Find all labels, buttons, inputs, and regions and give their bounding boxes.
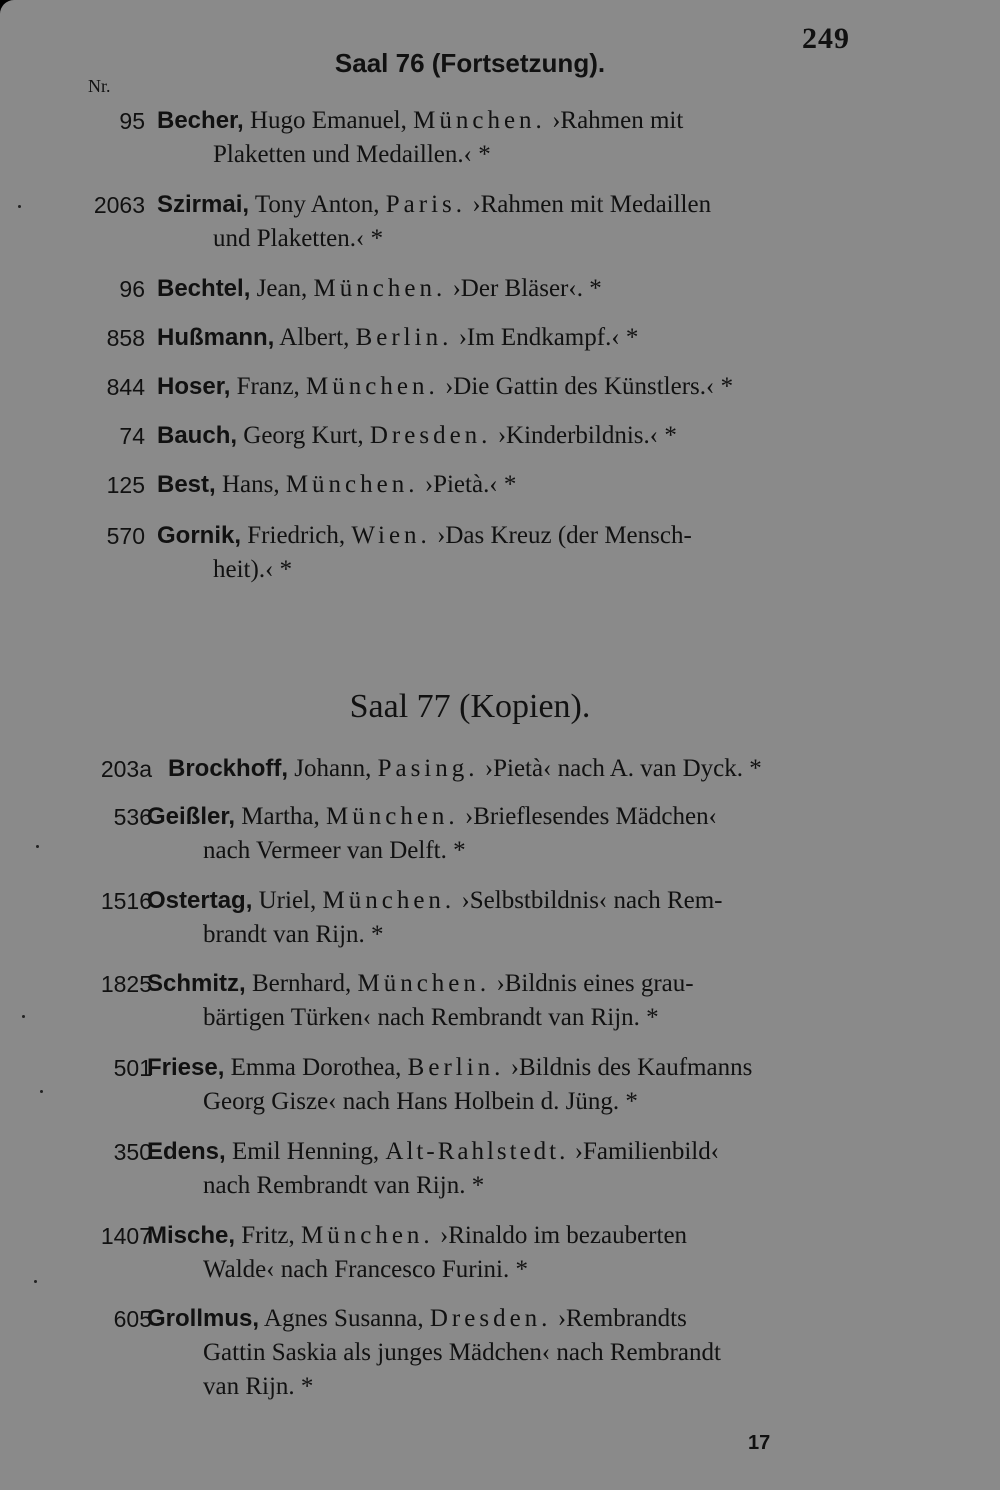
entry-number: 1516 — [100, 888, 152, 914]
entry-number: 350 — [113, 1139, 152, 1165]
scan-speck — [18, 205, 21, 208]
artist-city: München. — [306, 373, 439, 400]
artist-surname: Gornik, — [157, 522, 242, 549]
artist-surname: Szirmai, — [157, 191, 250, 218]
artwork-title: ›Kinderbildnis.‹ * — [497, 422, 677, 449]
artwork-title-continued: bärtigen Türken‹ nach Rembrandt van Rijn. * — [203, 1004, 659, 1031]
artist-given-names: Franz, — [236, 373, 300, 400]
entry-text — [147, 800, 840, 868]
artwork-title-continued: Georg Gisze‹ nach Hans Holbein d. Jüng. * — [203, 1088, 638, 1115]
artist-given-names: Hugo Emanuel, — [249, 107, 407, 134]
artwork-title-continued: van Rijn. * — [203, 1373, 314, 1400]
artwork-title: ›Im Endkampf.‹ * — [458, 324, 639, 351]
artist-city: Dresden. — [369, 422, 492, 449]
artist-given-names: Emil Henning, — [231, 1138, 380, 1165]
section-heading-saal-77: Saal 77 (Kopien). — [349, 688, 591, 725]
entry-number: 536 — [113, 804, 152, 830]
entry-number: 203a — [100, 756, 152, 782]
artist-city: München. — [322, 887, 456, 914]
scan-speck — [34, 1280, 37, 1283]
entry-number: 501 — [113, 1055, 152, 1081]
artwork-title: ›Die Gattin des Künstlers.‹ * — [444, 373, 734, 400]
entry-number: 95 — [119, 108, 145, 134]
entry-text — [147, 1219, 840, 1287]
artwork-title-continued: Walde‹ nach Francesco Furini. * — [203, 1256, 528, 1283]
artist-city: Alt-Rahlstedt. — [385, 1138, 569, 1165]
entry-number: 96 — [119, 276, 145, 302]
artist-city: München. — [301, 1222, 434, 1249]
artwork-title: ›Pietà‹ nach A. van Dyck. * — [484, 755, 762, 782]
artwork-title: ›Bildnis eines grau- — [496, 970, 694, 997]
artist-city: München. — [285, 471, 419, 498]
artwork-title: ›Rembrandts — [557, 1305, 687, 1332]
artist-surname: Mische, — [147, 1222, 236, 1249]
entry-number: 858 — [106, 325, 145, 351]
artist-surname: Brockhoff, — [168, 755, 288, 782]
artist-surname: Best, — [157, 471, 216, 498]
section-heading-saal-76: Saal 76 (Fortsetzung). — [334, 48, 606, 78]
artist-city: München. — [326, 803, 459, 830]
artwork-title: ›Das Kreuz (der Mensch- — [437, 522, 692, 549]
artwork-title: ›Brieflesendes Mädchen‹ — [464, 803, 717, 830]
artist-given-names: Martha, — [241, 803, 320, 830]
entry-number: 570 — [106, 523, 145, 549]
artist-given-names: Hans, — [221, 471, 280, 498]
entry-text — [157, 419, 850, 453]
artist-city: Pasing. — [377, 755, 479, 782]
entry-text — [157, 519, 850, 587]
artist-surname: Bechtel, — [157, 275, 251, 302]
entry-text — [147, 967, 840, 1035]
entry-number: 605 — [113, 1306, 152, 1332]
artwork-title: ›Selbstbildnis‹ nach Rem- — [461, 887, 723, 914]
artwork-title-continued: Gattin Saskia als junges Mädchen‹ nach Rembrandt — [203, 1339, 721, 1366]
artist-surname: Hoser, — [157, 373, 231, 400]
artist-city: München. — [413, 107, 546, 134]
artist-surname: Ostertag, — [147, 887, 253, 914]
artist-surname: Edens, — [147, 1138, 226, 1165]
page-number: 249 — [802, 22, 850, 55]
artist-city: Dresden. — [429, 1305, 552, 1332]
scan-speck — [36, 845, 39, 848]
entry-number: 1407 — [100, 1223, 152, 1249]
artist-city: Paris. — [385, 191, 467, 218]
entry-text — [147, 1302, 840, 1404]
entry-number: 2063 — [93, 192, 145, 218]
artwork-title-continued: nach Vermeer van Delft. * — [203, 837, 466, 864]
entry-text — [157, 370, 850, 404]
artist-given-names: Bernhard, — [251, 970, 352, 997]
entry-text — [157, 272, 850, 306]
entry-number: 1825 — [100, 971, 152, 997]
artwork-title: ›Der Bläser‹. * — [452, 275, 602, 302]
artist-surname: Bauch, — [157, 422, 238, 449]
artist-surname: Grollmus, — [147, 1305, 260, 1332]
artist-given-names: Jean, — [256, 275, 308, 302]
artist-given-names: Johann, — [294, 755, 372, 782]
artist-given-names: Fritz, — [241, 1222, 295, 1249]
artwork-title-continued: brandt van Rijn. * — [203, 921, 384, 948]
artwork-title-continued: und Plaketten.‹ * — [213, 225, 384, 252]
artwork-title-continued: nach Rembrandt van Rijn. * — [203, 1172, 485, 1199]
artist-surname: Becher, — [157, 107, 244, 134]
artist-given-names: Tony Anton, — [254, 191, 380, 218]
artist-city: München. — [313, 275, 447, 302]
entry-number: 74 — [119, 423, 145, 449]
artist-surname: Schmitz, — [147, 970, 246, 997]
entry-text — [147, 884, 840, 952]
artwork-title-continued: Plaketten und Medaillen.‹ * — [213, 141, 491, 168]
artist-surname: Friese, — [147, 1054, 225, 1081]
entry-text — [157, 468, 850, 502]
artist-surname: Hußmann, — [157, 324, 275, 351]
scan-speck — [40, 1090, 43, 1093]
artist-given-names: Georg Kurt, — [243, 422, 364, 449]
artwork-title: ›Rinaldo im bezauberten — [439, 1222, 688, 1249]
artist-city: München. — [357, 970, 491, 997]
artwork-title: ›Rahmen mit — [552, 107, 684, 134]
artist-given-names: Emma Dorothea, — [230, 1054, 402, 1081]
entry-text — [157, 321, 850, 355]
artwork-title-continued: heit).‹ * — [213, 556, 293, 583]
artist-given-names: Friedrich, — [247, 522, 346, 549]
entry-text — [147, 1051, 840, 1119]
entry-text — [168, 752, 848, 786]
artist-surname: Geißler, — [147, 803, 236, 830]
scan-speck — [22, 1015, 25, 1018]
nr-column-label: Nr. — [88, 76, 111, 96]
entry-text — [157, 104, 850, 172]
entry-text — [157, 188, 850, 256]
artwork-title: ›Rahmen mit Medaillen — [472, 191, 712, 218]
entry-number: 844 — [106, 374, 145, 400]
artwork-title: ›Bildnis des Kaufmanns — [510, 1054, 753, 1081]
artwork-title: ›Familienbild‹ — [574, 1138, 720, 1165]
artist-given-names: Albert, — [279, 324, 350, 351]
entry-text — [147, 1135, 840, 1203]
artist-city: Berlin. — [355, 324, 453, 351]
artist-city: Wien. — [351, 522, 431, 549]
entry-number: 125 — [106, 472, 145, 498]
artist-given-names: Uriel, — [258, 887, 317, 914]
artist-given-names: Agnes Susanna, — [263, 1305, 424, 1332]
artwork-title: ›Pietà.‹ * — [424, 471, 517, 498]
artist-city: Berlin. — [407, 1054, 505, 1081]
signature-number: 17 — [748, 1432, 771, 1454]
